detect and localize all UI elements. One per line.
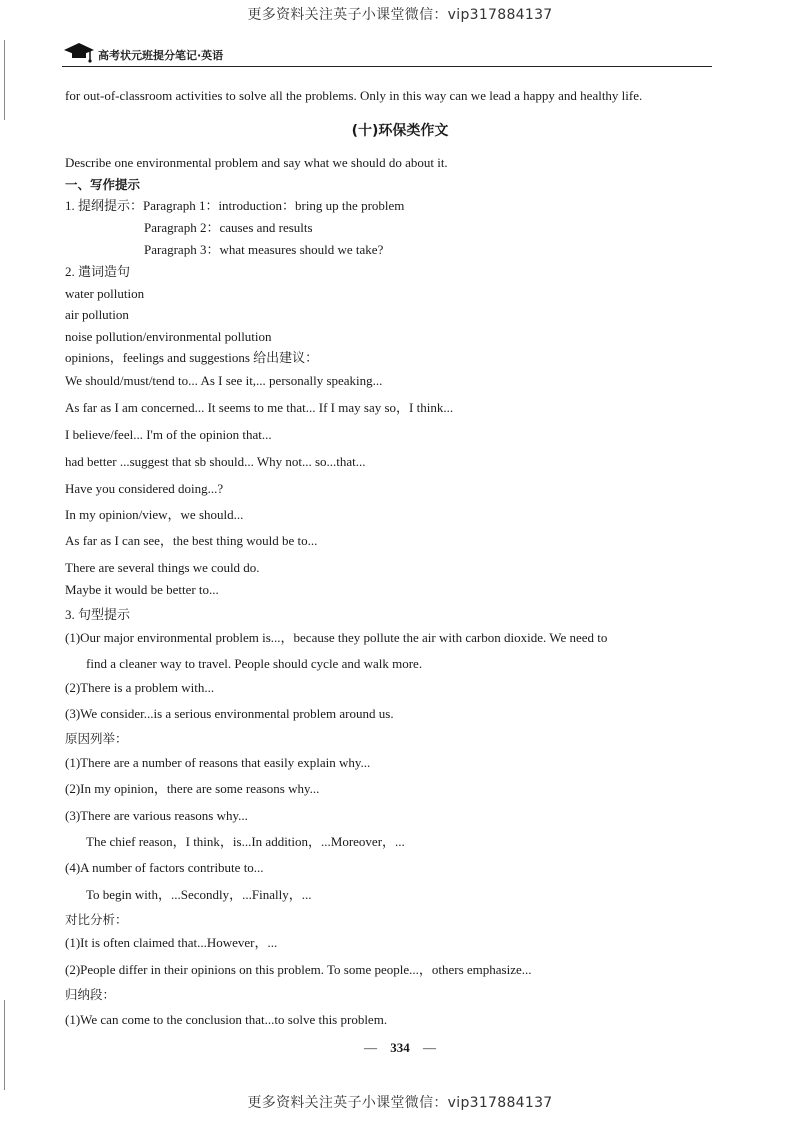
page-dash-left: — bbox=[364, 1040, 377, 1055]
heading-reasons: 原因列举： bbox=[65, 731, 128, 746]
phrase-line: As far as I can see，the best thing would be to... bbox=[65, 533, 318, 548]
phrase-line: We should/must/tend to... As I see it,... personally speaking... bbox=[65, 373, 383, 388]
reason-pattern-cont: The chief reason，I think，is...In addition，...Moreover，... bbox=[86, 834, 405, 849]
contrast-pattern: (1)It is often claimed that...However，... bbox=[65, 935, 278, 950]
phrase-line: Maybe it would be better to... bbox=[65, 582, 219, 597]
phrase-line: had better ...suggest that sb should... Why not... so...that... bbox=[65, 454, 366, 469]
reason-pattern: (1)There are a number of reasons that easily explain why... bbox=[65, 755, 371, 770]
phrase-line: In my opinion/view，we should... bbox=[65, 507, 244, 522]
section-title: (十)环保类作文 bbox=[351, 123, 449, 139]
outline-paragraph-3: Paragraph 3：what measures should we take? bbox=[144, 242, 384, 257]
sentence-pattern-cont: find a cleaner way to travel. People should cycle and walk more. bbox=[86, 656, 423, 671]
heading-vocab: 2. 遣词造句 bbox=[65, 264, 131, 279]
suggestions-heading: opinions，feelings and suggestions 给出建议： bbox=[65, 350, 319, 365]
continuation-text: for out-of-classroom activities to solve all the problems. Only in this way can we lead a happy and healthy life. bbox=[65, 88, 643, 103]
sentence-pattern: (3)We consider...is a serious environmental problem around us. bbox=[65, 706, 394, 721]
phrase-line: There are several things we could do. bbox=[65, 560, 260, 575]
heading-sentence-patterns: 3. 句型提示 bbox=[65, 607, 131, 622]
reason-pattern: (4)A number of factors contribute to... bbox=[65, 860, 264, 875]
vocab-item: air pollution bbox=[65, 307, 129, 322]
running-header bbox=[62, 36, 223, 64]
series-title: 高考状元班提分笔记·英语 bbox=[98, 49, 224, 62]
essay-prompt: Describe one environmental problem and say what we should do about it. bbox=[65, 155, 448, 170]
contrast-pattern: (2)People differ in their opinions on this problem. To some people...，others emphasize... bbox=[65, 962, 532, 977]
scan-edge-mark bbox=[4, 40, 5, 120]
reason-pattern: (2)In my opinion，there are some reasons why... bbox=[65, 781, 320, 796]
watermark-bottom: 更多资料关注英子小课堂微信：vip317884137 bbox=[247, 1095, 553, 1111]
phrase-line: I believe/feel... I'm of the opinion that... bbox=[65, 427, 272, 442]
page-dash-right: — bbox=[423, 1040, 436, 1055]
outline-paragraph-2: Paragraph 2：causes and results bbox=[144, 220, 313, 235]
heading-contrast: 对比分析： bbox=[65, 912, 128, 927]
conclusion-pattern: (1)We can come to the conclusion that...to solve this problem. bbox=[65, 1012, 388, 1027]
sentence-pattern: (1)Our major environmental problem is...，because they pollute the air with carbon dioxide. We need to bbox=[65, 630, 608, 645]
page-footer bbox=[0, 1040, 800, 1056]
reason-pattern-cont: To begin with，...Secondly，...Finally，... bbox=[86, 887, 312, 902]
page-number: 334 bbox=[390, 1040, 410, 1055]
sentence-pattern: (2)There is a problem with... bbox=[65, 680, 215, 695]
graduation-cap-icon bbox=[62, 40, 96, 64]
heading-writing-tips: 一、写作提示 bbox=[65, 177, 141, 192]
phrase-line: Have you considered doing...? bbox=[65, 481, 224, 496]
watermark-top: 更多资料关注英子小课堂微信：vip317884137 bbox=[247, 7, 553, 23]
header-rule bbox=[62, 66, 712, 67]
outline-paragraph-1: 1. 提纲提示：Paragraph 1：introduction：bring up the problem bbox=[65, 198, 405, 213]
heading-conclusion: 归纳段： bbox=[65, 987, 116, 1002]
vocab-item: noise pollution/environmental pollution bbox=[65, 329, 272, 344]
vocab-item: water pollution bbox=[65, 286, 145, 301]
phrase-line: As far as I am concerned... It seems to me that... If I may say so，I think... bbox=[65, 400, 454, 415]
reason-pattern: (3)There are various reasons why... bbox=[65, 808, 248, 823]
